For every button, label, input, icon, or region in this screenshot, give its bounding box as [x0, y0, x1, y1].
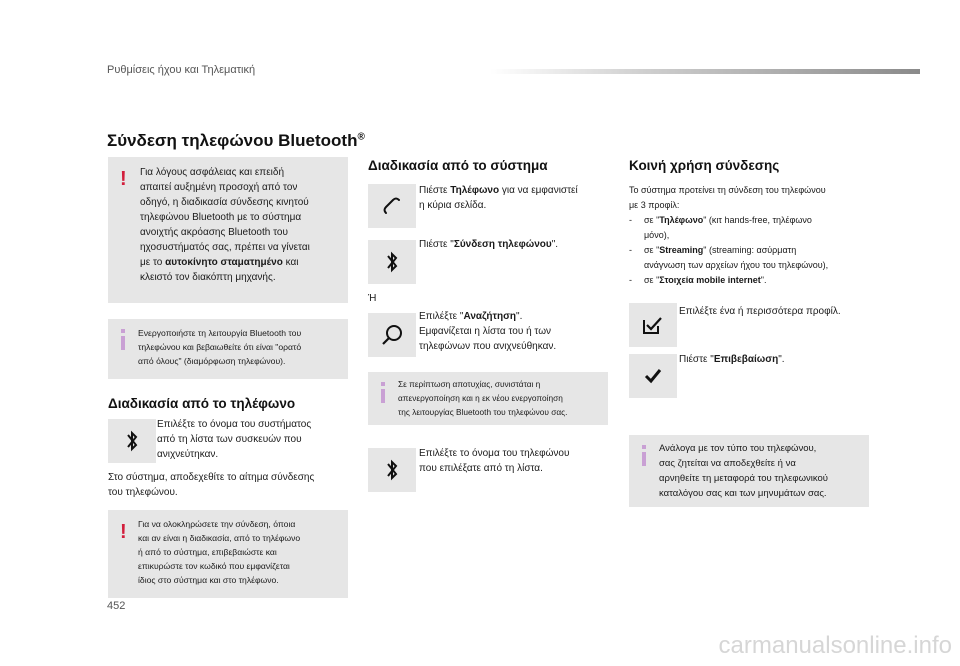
- page-title: Σύνδεση τηλεφώνου Bluetooth®: [107, 131, 365, 150]
- confirm-code-warning-box: [108, 510, 348, 598]
- system-step-3-text: Επιλέξτε "Αναζήτηση". Εμφανίζεται η λίστα του ή των τηλεφώνων που ανιχνεύθηκαν.: [419, 311, 557, 352]
- bluetooth-info-box: [108, 319, 348, 379]
- confirm-code-warning-text: Για να ολοκληρώσετε την σύνδεση, όποια και αν είναι η διαδικασία, από το τηλέφωνο ή από το σύστημα, επιβεβαιώστε και επικυρώστε τον κωδικό που εμφανίζεται ίδιος στο σύστημα και στο τηλέφωνο.: [138, 519, 301, 585]
- bluetooth-icon-box-3: [368, 448, 416, 492]
- watermark: carmanualsonline.info: [718, 632, 952, 659]
- checklist-icon: [642, 315, 664, 335]
- header-title: Ρυθμίσεις ήχου και Τηλεματική: [107, 64, 256, 76]
- bluetooth-icon-box-1: [108, 419, 156, 463]
- registered-mark: ®: [357, 131, 365, 143]
- confirm-text: Πιέστε "Επιβεβαίωση".: [679, 354, 785, 365]
- info-icon: [381, 389, 385, 403]
- bluetooth-icon: [385, 250, 399, 274]
- page-number: 452: [107, 600, 126, 612]
- search-icon-box: [368, 313, 416, 357]
- accept-request-text: Στο σύστημα, αποδεχεθίτε το αίτημα σύνδεσης του τηλεφώνου.: [108, 472, 315, 498]
- system-step-4-text: Επιλέξτε το όνομα του τηλεφώνου που επιλέξατε από τη λίστα.: [419, 448, 570, 474]
- profile-mobile-internet: - σε "Στοιχεία mobile internet".: [629, 275, 767, 285]
- system-step-2-text: Πιέστε "Σύνδεση τηλεφώνου".: [419, 239, 559, 250]
- search-icon: [379, 322, 405, 348]
- profile-list: [629, 213, 869, 288]
- failure-info-text: Σε περίπτωση αποτυχίας, συνιστάται η απενεργοποίηση και η εκ νέου ενεργοποίηση της λειτουργίας Bluetooth του τηλεφώνου σας.: [398, 379, 568, 417]
- phone-step-1-text: Επιλέξτε το όνομα του συστήματος από τη λίστα των συσκευών που ανιχνεύτηκαν.: [157, 419, 312, 460]
- failure-info-box: [368, 372, 608, 425]
- info-icon: [642, 452, 646, 466]
- info-icon: [121, 336, 125, 350]
- safety-warning-text: Για λόγους ασφάλειας και επειδή απαιτεί αυξημένη προσοχή από τον οδηγό, η διαδικασία σύνδεσης κινητού τηλεφώνου Bluetooth με το σύστημα ανοιχτής ακρόασης Bluetooth του ηχοσυστήματός σας, πρέπει να γίνεται με το αυτοκίνητο σταματημένο και κλειστό τον διακόπτη μηχανής.: [140, 167, 310, 283]
- info-icon-dot: [381, 382, 385, 386]
- checkmark-icon: [643, 367, 663, 385]
- select-profiles-text: Επιλέξτε ένα ή περισσότερα προφίλ.: [679, 306, 841, 317]
- info-icon-dot: [121, 329, 125, 333]
- system-step-1-text: Πιέστε Τηλέφωνο για να εμφανιστεί η κύρια σελίδα.: [419, 185, 578, 211]
- header-bar: [490, 69, 920, 74]
- bluetooth-icon: [125, 429, 139, 453]
- phone-procedure-heading: Διαδικασία από το τηλέφωνο: [108, 396, 296, 411]
- check-icon-box: [629, 354, 677, 398]
- profile-streaming: - σε "Streaming" (streaming: ασύρματη ανάγνωση των αρχείων ήχου του τηλεφώνου),: [629, 245, 829, 270]
- bluetooth-icon: [385, 458, 399, 482]
- safety-warning-box: [108, 157, 348, 303]
- phone-icon: [380, 194, 404, 218]
- or-label: Ή: [368, 293, 377, 304]
- checklist-icon-box: [629, 303, 677, 347]
- shared-connection-heading: Κοινή χρήση σύνδεσης: [629, 158, 780, 173]
- phonebook-info-box: [629, 435, 869, 507]
- warning-icon-2: !: [120, 521, 127, 543]
- bluetooth-icon-box-2: [368, 240, 416, 284]
- warning-icon: !: [120, 168, 127, 190]
- profile-phone: - σε "Τηλέφωνο" (κιτ hands-free, τηλέφωνο μόνο),: [629, 215, 812, 240]
- system-procedure-heading: Διαδικασία από το σύστημα: [368, 158, 548, 173]
- phone-icon-box: [368, 184, 416, 228]
- bluetooth-info-text: Ενεργοποιήστε τη λειτουργία Bluetooth του τηλεφώνου και βεβαιωθείτε ότι είναι "ορατό από όλους" (διαμόρφωση τηλεφώνου).: [138, 328, 302, 366]
- profiles-intro: Το σύστημα προτείνει τη σύνδεση του τηλεφώνου με 3 προφίλ:: [629, 185, 826, 210]
- info-icon-dot: [642, 445, 646, 449]
- phonebook-info-text: Ανάλογα με τον τύπο του τηλεφώνου, σας ζητείται να αποδεχθείτε ή να αρνηθείτε τη μεταφορά του τηλεφωνικού καταλόγου σας και των μηνυμάτων σας.: [659, 443, 828, 499]
